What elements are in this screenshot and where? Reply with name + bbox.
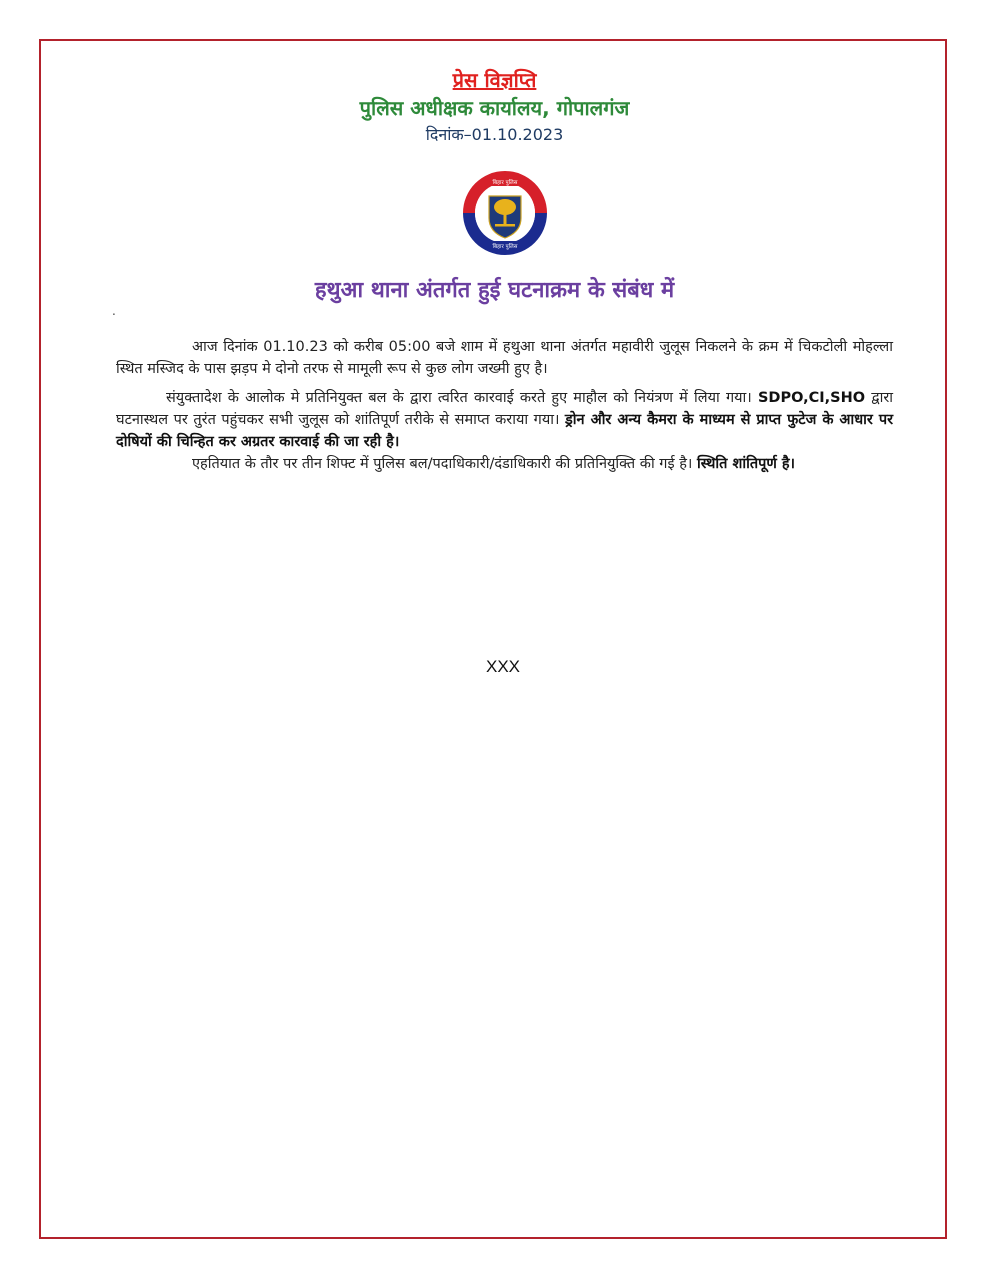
bihar-police-logo — [459, 168, 551, 258]
document-header — [0, 66, 989, 146]
closing-mark: XXX — [485, 657, 521, 676]
paragraph-1: आज दिनांक 01.10.23 को करीब 05:00 बजे शाम में हथुआ थाना अंतर्गत महावीरी जुलूस निकलने के क्रम में चिकटोली मोहल्ला स्थित मस्जिद के पास झड़प मे दोनो तरफ से मामूली रूप से कुछ लोग जख्मी हुए है। — [116, 339, 893, 377]
paragraph-2-part-c: द्वारा घटनास्थल पर तुरंत पहुंचकर सभी जुलूस को शांतिपूर्ण तरीके से समाप्त कराया गया। — [116, 390, 894, 428]
paragraph-2-part-a: संयुक्तादेश के आलोक मे प्रतिनियुक्त बल के द्वारा त्वरित कारवाई करते हुए माहौल को नियंत्रण में लिया गया। — [166, 390, 758, 406]
office-name: पुलिस अधीक्षक कार्यालय, गोपालगंज — [359, 96, 630, 120]
paragraph-3-part-a: एहतियात के तौर पर तीन शिफ्ट में पुलिस बल/पदाधिकारी/दंडाधिकारी की प्रतिनियुक्ति की गई है। — [192, 456, 698, 472]
paragraph-2-officers: SDPO,CI,SHO — [757, 390, 866, 406]
paragraph-3-part-b: स्थिति शांतिपूर्ण है। — [697, 456, 796, 472]
body-text — [116, 336, 893, 482]
paragraph-2-part-d: ड्रोन और अन्य कैमरा के माध्यम से प्राप्त फुटेज के आधार पर दोषियों की चिन्हित कर अग्रतर कारवाई की जा रही है। — [116, 412, 894, 450]
stray-dot: . — [112, 304, 116, 318]
subject-heading: हथुआ थाना अंतर्गत हुई घटनाक्रम के संबंध में — [314, 278, 675, 303]
paragraph-2 — [116, 387, 893, 453]
logo-text-bottom: बिहार पुलिस — [492, 244, 518, 250]
paragraph-3 — [116, 453, 893, 475]
press-release-title: प्रेस विज्ञप्ति — [452, 68, 537, 92]
logo-text-top: बिहार पुलिस — [492, 180, 518, 186]
document-date: दिनांक–01.10.2023 — [425, 125, 564, 144]
